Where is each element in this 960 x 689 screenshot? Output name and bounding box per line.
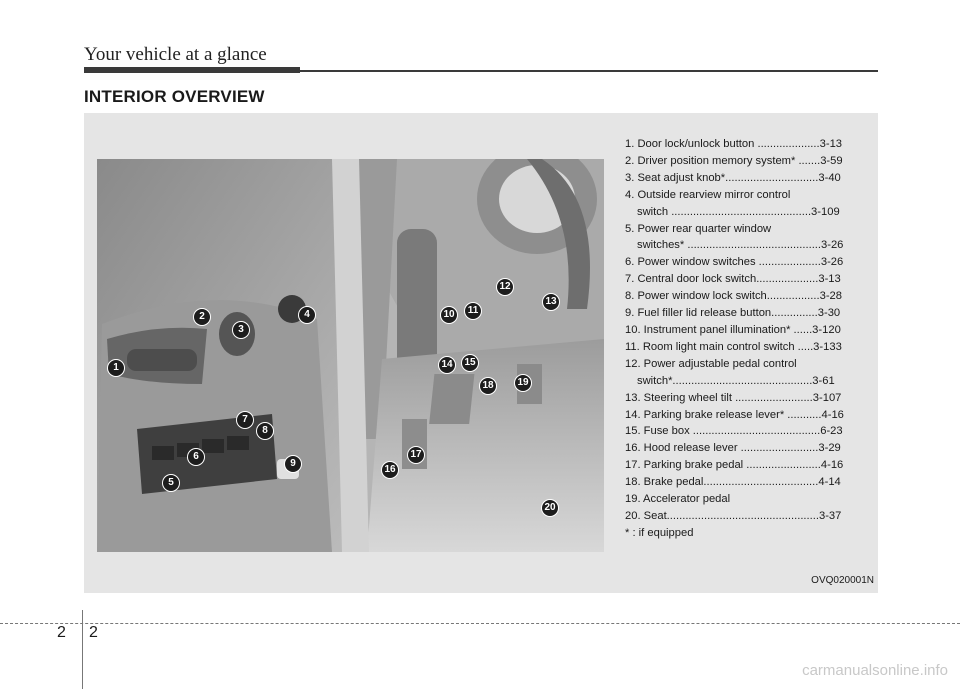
legend-item: 11. Room light main control switch .....3-133	[625, 340, 842, 353]
callout-marker-4: 4	[299, 307, 315, 323]
section-title: INTERIOR OVERVIEW	[84, 87, 265, 106]
legend-item: 5. Power rear quarter window	[625, 222, 772, 235]
callout-marker-14: 14	[439, 357, 455, 373]
watermark: carmanualsonline.info	[802, 662, 948, 679]
legend-item: 14. Parking brake release lever* ...........4-16	[625, 408, 844, 421]
legend-item: 2. Driver position memory system* .......3-59	[625, 154, 843, 167]
legend-item: 19. Accelerator pedal	[625, 493, 731, 506]
legend-item: * : if equipped	[625, 526, 694, 539]
legend-item: switch*.............................................3-61	[637, 374, 835, 387]
footer-divider	[0, 623, 960, 624]
callout-marker-5: 5	[163, 475, 179, 491]
header-bar	[84, 67, 300, 73]
callout-marker-11: 11	[465, 303, 481, 319]
legend-item: switches* ...........................................3-26	[637, 239, 844, 252]
legend-item: 12. Power adjustable pedal control	[625, 357, 797, 370]
callout-marker-10: 10	[441, 307, 457, 323]
legend-item: 10. Instrument panel illumination* ......3-120	[625, 323, 841, 336]
callout-marker-17: 17	[408, 447, 424, 463]
callout-marker-6: 6	[188, 449, 204, 465]
chapter-number: 2	[57, 624, 66, 641]
legend-item: 4. Outside rearview mirror control	[625, 188, 791, 201]
legend-item: 6. Power window switches ....................3-26	[625, 256, 844, 269]
callout-marker-20: 20	[542, 500, 558, 516]
legend-item: 3. Seat adjust knob*..............................3-40	[625, 171, 841, 184]
legend-item: 9. Fuel filler lid release button...............3-30	[625, 307, 841, 320]
page-number: 2	[89, 624, 98, 641]
legend-item: 17. Parking brake pedal ........................4-16	[625, 459, 844, 472]
legend-item: 20. Seat.................................................3-37	[625, 509, 842, 522]
callout-marker-19: 19	[515, 375, 531, 391]
callout-marker-3: 3	[233, 322, 249, 338]
legend-item: 15. Fuse box .........................................6-23	[625, 425, 843, 438]
callout-marker-18: 18	[480, 378, 496, 394]
figure-code: OVQ020001N	[811, 575, 874, 586]
footer-vertical-rule	[82, 610, 83, 689]
callout-marker-2: 2	[194, 309, 210, 325]
callout-marker-9: 9	[285, 456, 301, 472]
interior-photo	[97, 159, 604, 552]
callout-marker-7: 7	[237, 412, 253, 428]
header-rule	[300, 70, 878, 72]
legend-item: 1. Door lock/unlock button ....................3-13	[625, 138, 843, 150]
callout-marker-13: 13	[543, 294, 559, 310]
legend-item: 7. Central door lock switch....................3-13	[625, 273, 841, 286]
legend-list	[625, 136, 870, 542]
legend-item: 13. Steering wheel tilt .........................3-107	[625, 391, 842, 404]
legend-item: switch .............................................3-109	[637, 205, 840, 218]
callout-marker-8: 8	[257, 423, 273, 439]
legend-item: 18. Brake pedal.....................................4-14	[625, 476, 841, 489]
legend-item: 8. Power window lock switch.................3-28	[625, 290, 842, 303]
callout-marker-1: 1	[108, 360, 124, 376]
callout-marker-12: 12	[497, 279, 513, 295]
header-title: Your vehicle at a glance	[84, 44, 267, 65]
callout-marker-16: 16	[382, 462, 398, 478]
legend-item: 16. Hood release lever .........................3-29	[625, 442, 841, 455]
callout-marker-15: 15	[462, 355, 478, 371]
